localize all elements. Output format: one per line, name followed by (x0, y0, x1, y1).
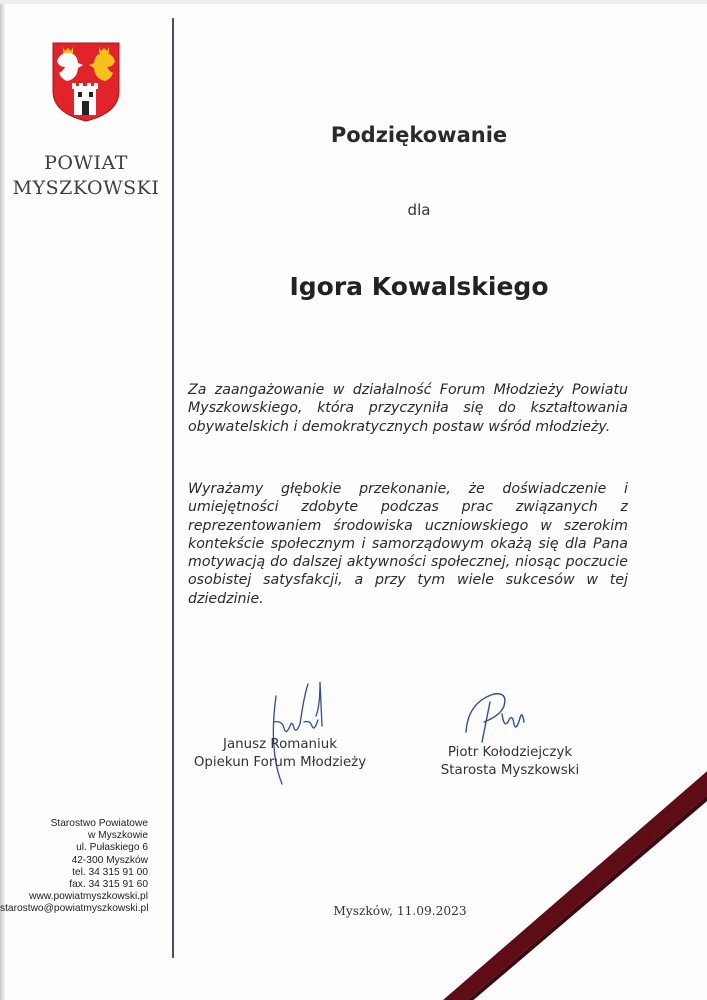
signatory-left-name: Janusz Romaniuk (223, 737, 337, 752)
address-line: Starostwo Powiatowe (50, 818, 148, 829)
county-name-line2: MYSZKOWSKI (12, 177, 160, 199)
document-title: Podziękowanie (330, 123, 508, 147)
signatory-left (180, 736, 380, 772)
letterhead-divider (172, 18, 174, 958)
county-name-line1: POWIAT (44, 152, 128, 174)
paper-top-edge (0, 0, 707, 4)
body-paragraph-1: Za zaangażowanie w działalność Forum Młodzieży Powiatu Myszkowskiego, która przyczyniła się do kształtowania obywatelskich i demokratycznych postaw wśród młodzieży. (188, 382, 628, 435)
signatory-right-role: Starosta Myszkowski (440, 763, 580, 778)
ribbon-icon (420, 760, 707, 1000)
office-address (0, 818, 148, 916)
signatory-right-name: Piotr Kołodziejczyk (447, 745, 573, 760)
signature-right-icon (460, 688, 532, 746)
signatory-left-role: Opiekun Forum Młodzieży (193, 755, 367, 770)
place-and-date: Myszków, 11.09.2023 (333, 904, 467, 918)
address-line: 42-300 Myszków (71, 854, 148, 866)
for-label: dla (407, 201, 431, 219)
address-line: fax. 34 315 91 60 (69, 879, 148, 891)
address-line: www.powiatmyszkowski.pl (29, 891, 148, 903)
recipient-name: Igora Kowalskiego (289, 272, 549, 301)
address-line: w Myszkowie (87, 830, 148, 842)
body-paragraph-2: Wyrażamy głębokie przekonanie, że doświadczenie i umiejętności zdobyte podczas prac związanych z reprezentowaniem środowiska uczniowskiego w szerokim kontekście społecznym i samorządowym okażą się dla Pana motywacją do dalszej aktywności społecznej, niosąc poczucie osobistej satysfakcji, a przy tym wiele sukcesów w tej dziedzinie. (188, 481, 628, 607)
address-line: tel. 34 315 91 00 (72, 866, 148, 878)
address-line: starostwo@powiatmyszkowski.pl (0, 903, 149, 915)
address-line: ul. Pułaskiego 6 (76, 842, 148, 854)
county-coat-of-arms-icon (51, 41, 121, 123)
